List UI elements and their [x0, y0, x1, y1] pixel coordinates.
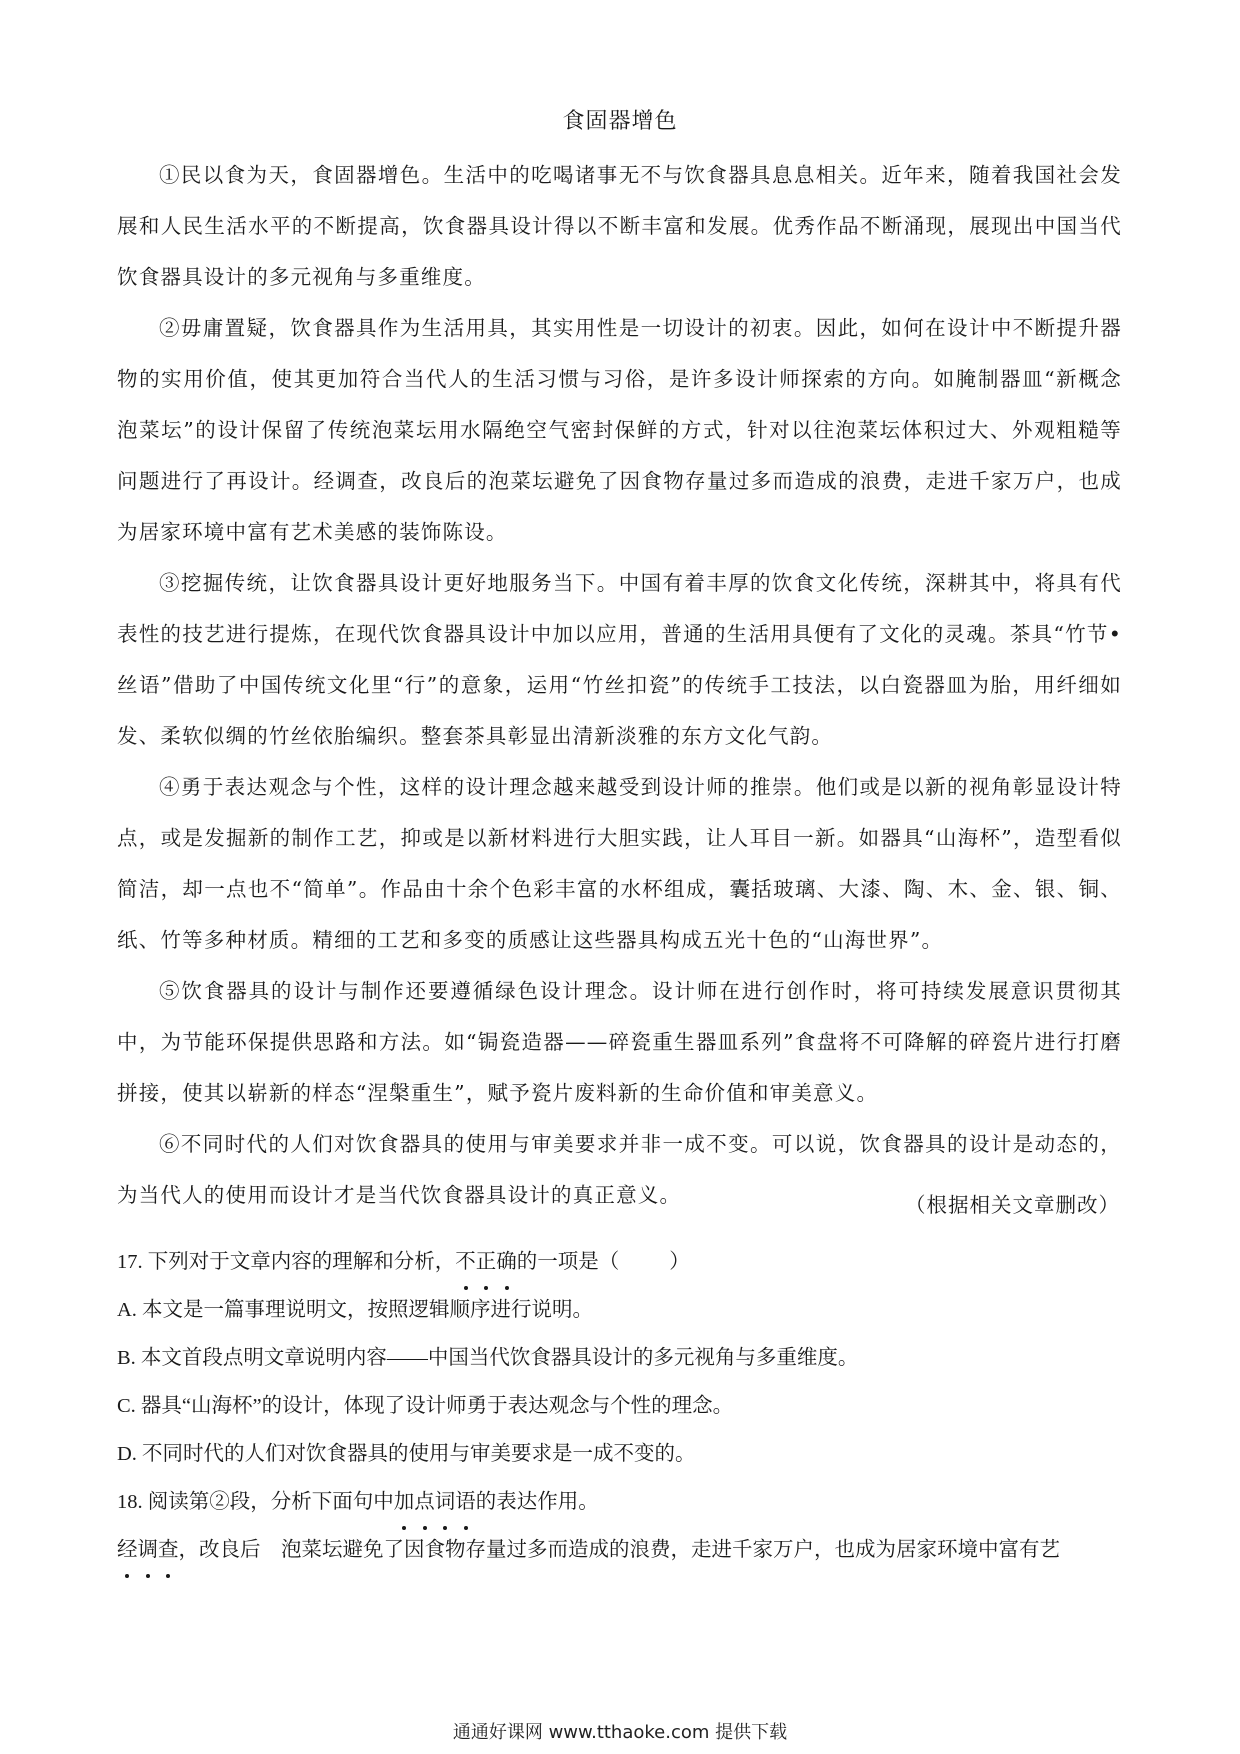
option-b: B. 本文首段点明文章说明内容——中国当代饮食器具设计的多元视角与多重维度。	[117, 1347, 859, 1369]
emphasis-char: 语	[455, 1478, 476, 1526]
emphasis-char: 不	[455, 1238, 476, 1286]
paragraph-1: ①民以食为天，食固器增色。生活中的吃喝诸事无不与饮食器具息息相关。近年来，随着我国社会发展和人民生活水平的不断提高，饮食器具设计得以不断丰富和发展。优秀作品不断涌现，展现出中国当代饮食器具设计的多元视角与多重维度。	[117, 163, 1122, 289]
option-a: A. 本文是一篇事理说明文，按照逻辑顺序进行说明。	[117, 1299, 594, 1321]
emphasis-char: 经	[117, 1526, 138, 1574]
paragraph-2: ②毋庸置疑，饮食器具作为生活用具，其实用性是一切设计的初衷。因此，如何在设计中不断提升器物的实用价值，使其更加符合当代人的生活习惯与习俗，是许多设计师探索的方向。如腌制器皿“新概念泡菜坛”的设计保留了传统泡菜坛用水隔绝空气密封保鲜的方式，针对以往泡菜坛体积过大、外观粗糙等问题进行了再设计。经调查，改良后的泡菜坛避免了因食物存量过多而造成的浪费，走进千家万户，也成为居家环境中富有艺术美感的装饰陈设。	[117, 316, 1122, 544]
article-title: 食固器增色	[562, 109, 678, 134]
footer-watermark: 通通好课网 www.tthaoke.com 提供下载	[452, 1722, 788, 1743]
emphasis-char: 词	[435, 1478, 456, 1526]
question-18-prefix: 18. 阅读第②段，分析下面句中	[117, 1491, 394, 1513]
question-17-suffix: 的一项是（	[516, 1251, 620, 1273]
emphasis-char: 调	[138, 1526, 159, 1574]
paragraph-4: ④勇于表达观念与个性，这样的设计理念越来越受到设计师的推崇。他们或是以新的视角彰显设计特点，或是发掘新的制作工艺，抑或是以新材料进行大胆实践，让人耳目一新。如器具“山海杯”，造型看似简洁，却一点也不“简单”。作品由十余个色彩丰富的水杯组成，囊括玻璃、大漆、陶、木、金、银、铜、纸、竹等多种材质。精细的工艺和多变的质感让这些器具构成五光十色的“山海世界”。	[117, 775, 1122, 952]
emphasis-char: 正	[476, 1238, 497, 1286]
questions-section	[117, 1238, 1127, 1574]
paragraph-3: ③挖掘传统，让饮食器具设计更好地服务当下。中国有着丰厚的饮食文化传统，深耕其中，将具有代表性的技艺进行提炼，在现代饮食器具设计中加以应用，普通的生活用具便有了文化的灵魂。茶具“竹节•丝语”借助了中国传统文化里“行”的意象，运用“竹丝扣瓷”的传统手工技法，以白瓷器皿为胎，用纤细如发、柔软似绸的竹丝依胎编织。整套茶具彰显出清新淡雅的东方文化气韵。	[117, 571, 1122, 748]
question-17	[117, 1238, 1127, 1286]
option-c: C. 器具“山海杯”的设计，体现了设计师勇于表达观念与个性的理念。	[117, 1395, 734, 1417]
emphasis-char: 加	[394, 1478, 415, 1526]
option-d: D. 不同时代的人们对饮食器具的使用与审美要求是一成不变的。	[117, 1443, 696, 1465]
question-17-close: ）	[669, 1251, 690, 1273]
article-body	[117, 150, 1122, 1221]
emphasis-char: 点	[414, 1478, 435, 1526]
emphasis-char: 确	[496, 1238, 517, 1286]
question-18-quote-text: ，改良后 泡菜坛避免了因食物存量过多而造成的浪费，走进千家万户，也成为居家环境中富有艺	[178, 1539, 1060, 1561]
emphasis-char: 查	[158, 1526, 179, 1574]
paragraph-6: ⑥不同时代的人们对饮食器具的使用与审美要求并非一成不变。可以说，饮食器具的设计是动态的，为当代人的使用而设计才是当代饮食器具设计的真正意义。	[117, 1132, 1122, 1207]
question-18-suffix: 的表达作用。	[475, 1491, 599, 1513]
source-note: （根据相关文章删改）	[905, 1193, 1120, 1217]
question-18	[117, 1478, 1127, 1526]
question-17-prefix: 17. 下列对于文章内容的理解和分析，	[117, 1251, 456, 1273]
paragraph-5: ⑤饮食器具的设计与制作还要遵循绿色设计理念。设计师在进行创作时，将可持续发展意识贯彻其中，为节能环保提供思路和方法。如“锔瓷造器——碎瓷重生器皿系列”食盘将不可降解的碎瓷片进行打磨拼接，使其以崭新的样态“涅槃重生”，赋予瓷片废料新的生命价值和审美意义。	[117, 979, 1122, 1105]
question-18-quote	[117, 1526, 1127, 1574]
